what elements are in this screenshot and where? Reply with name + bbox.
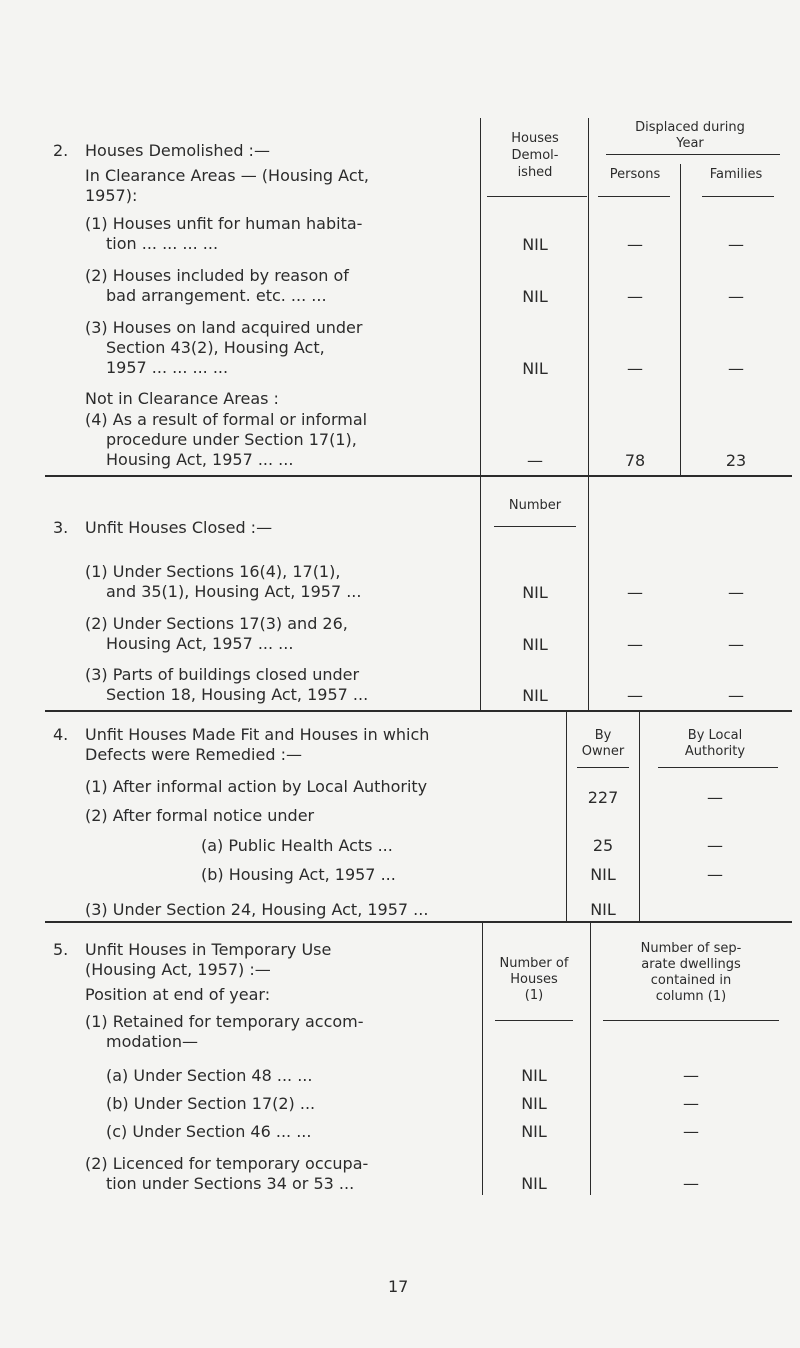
section-number: 2. — [53, 141, 69, 160]
header-rule — [702, 196, 774, 197]
cell-local-authority: — — [707, 865, 723, 884]
row-label: (b) Housing Act, 1957 ... — [201, 865, 396, 884]
row-label: (1) Retained for temporary accom- — [85, 1012, 364, 1031]
column-rule — [588, 477, 589, 710]
cell-separate-dwellings: — — [683, 1094, 699, 1113]
row-label: Section 43(2), Housing Act, — [106, 338, 325, 357]
row-label: (b) Under Section 17(2) ... — [106, 1094, 316, 1113]
cell-owner: NIL — [590, 865, 616, 884]
cell-value: — — [627, 686, 643, 705]
cell-houses: — — [527, 451, 543, 470]
col-header-displaced: Displaced during — [635, 120, 745, 135]
row-label: (2) Under Sections 17(3) and 26, — [85, 614, 348, 633]
row-label: Housing Act, 1957 ... ... — [106, 634, 294, 653]
cell-value: — — [627, 583, 643, 602]
column-rule — [566, 712, 567, 921]
section-title: Position at end of year: — [85, 985, 271, 1004]
col-header-separate-dwellings: column (1) — [655, 989, 727, 1004]
header-rule — [658, 767, 778, 768]
row-label: Not in Clearance Areas : — [85, 389, 279, 408]
cell-number-of-houses: NIL — [521, 1174, 547, 1193]
header-rule — [606, 154, 780, 155]
cell-persons: — — [627, 287, 643, 306]
row-label: tion under Sections 34 or 53 ... — [106, 1174, 355, 1193]
cell-number: NIL — [522, 583, 548, 602]
cell-number: NIL — [522, 635, 548, 654]
cell-houses: NIL — [522, 235, 548, 254]
section-subtitle: In Clearance Areas — (Housing Act, — [85, 166, 369, 185]
column-rule — [482, 923, 483, 1195]
row-label: (3) Parts of buildings closed under — [85, 665, 360, 684]
section-title: Unfit Houses in Temporary Use — [85, 940, 332, 959]
row-label: (1) Houses unfit for human habita- — [85, 214, 363, 233]
row-label: (3) Under Section 24, Housing Act, 1957 ... — [85, 900, 429, 919]
cell-separate-dwellings: — — [683, 1174, 699, 1193]
col-header-local-authority: By Local — [687, 728, 743, 743]
section-title: Unfit Houses Closed :— — [85, 518, 273, 537]
cell-value: — — [728, 583, 744, 602]
col-header-houses: Houses — [511, 131, 559, 146]
section-subtitle: 1957): — [85, 186, 138, 205]
col-header-local-authority: Authority — [684, 744, 746, 759]
section-title: Houses Demolished :— — [85, 141, 270, 160]
cell-families: — — [728, 235, 744, 254]
row-label: modation— — [106, 1032, 198, 1051]
col-header-owner: By — [594, 728, 612, 743]
section-title: Defects were Remedied :— — [85, 745, 302, 764]
row-label: (1) Under Sections 16(4), 17(1), — [85, 562, 341, 581]
cell-families: 23 — [725, 451, 747, 470]
cell-number-of-houses: NIL — [521, 1122, 547, 1141]
cell-owner: NIL — [590, 900, 616, 919]
row-label: (a) Under Section 48 ... ... — [106, 1066, 313, 1085]
row-label: (2) Licenced for temporary occupa- — [85, 1154, 369, 1173]
row-label: (4) As a result of formal or informal — [85, 410, 368, 429]
cell-value: — — [728, 686, 744, 705]
cell-families: — — [728, 359, 744, 378]
col-header-houses: Demol- — [511, 148, 559, 163]
section-divider — [45, 710, 792, 712]
page-number: 17 — [388, 1277, 409, 1296]
section-number: 4. — [53, 725, 69, 744]
col-header-number-of-houses: (1) — [524, 988, 544, 1003]
section-number: 3. — [53, 518, 69, 537]
row-label: (1) After informal action by Local Authority — [85, 777, 428, 796]
cell-separate-dwellings: — — [683, 1066, 699, 1085]
col-header-number: Number — [508, 498, 562, 513]
col-header-separate-dwellings: Number of sep- — [640, 941, 742, 956]
row-label: Housing Act, 1957 ... ... — [106, 450, 294, 469]
row-label: Section 18, Housing Act, 1957 ... — [106, 685, 369, 704]
header-rule — [598, 196, 670, 197]
section-title: Unfit Houses Made Fit and Houses in which — [85, 725, 430, 744]
row-label: (3) Houses on land acquired under — [85, 318, 363, 337]
header-rule — [494, 526, 576, 527]
section-number: 5. — [53, 940, 69, 959]
cell-houses: NIL — [522, 359, 548, 378]
cell-local-authority: — — [707, 836, 723, 855]
row-label: procedure under Section 17(1), — [106, 430, 357, 449]
row-label: tion ... ... ... ... — [106, 234, 219, 253]
header-rule — [577, 767, 629, 768]
row-label: (2) Houses included by reason of — [85, 266, 349, 285]
cell-number: NIL — [522, 686, 548, 705]
col-header-number-of-houses: Houses — [510, 972, 558, 987]
row-label: bad arrangement. etc. ... ... — [106, 286, 327, 305]
row-label: 1957 ... ... ... ... — [106, 358, 229, 377]
cell-separate-dwellings: — — [683, 1122, 699, 1141]
column-rule — [680, 164, 681, 475]
col-header-separate-dwellings: arate dwellings — [641, 957, 741, 972]
row-label: (c) Under Section 46 ... ... — [106, 1122, 312, 1141]
col-header-houses: ished — [517, 165, 553, 180]
cell-persons: 78 — [624, 451, 646, 470]
col-header-families: Families — [709, 167, 763, 182]
column-rule — [590, 923, 591, 1195]
section-divider — [45, 475, 792, 477]
cell-owner: 25 — [592, 836, 614, 855]
col-header-displaced: Year — [676, 136, 704, 151]
cell-persons: — — [627, 235, 643, 254]
column-rule — [480, 477, 481, 710]
row-label: and 35(1), Housing Act, 1957 ... — [106, 582, 362, 601]
section-title: (Housing Act, 1957) :— — [85, 960, 271, 979]
header-rule — [495, 1020, 573, 1021]
cell-number-of-houses: NIL — [521, 1066, 547, 1085]
cell-persons: — — [627, 359, 643, 378]
cell-families: — — [728, 287, 744, 306]
header-rule — [487, 196, 587, 197]
col-header-separate-dwellings: contained in — [650, 973, 732, 988]
col-header-persons: Persons — [609, 167, 661, 182]
column-rule — [588, 118, 589, 475]
cell-owner: 227 — [587, 788, 619, 807]
cell-local-authority: — — [707, 788, 723, 807]
cell-houses: NIL — [522, 287, 548, 306]
column-rule — [480, 118, 481, 475]
cell-number-of-houses: NIL — [521, 1094, 547, 1113]
cell-value: — — [728, 635, 744, 654]
col-header-owner: Owner — [581, 744, 625, 759]
section-divider — [45, 921, 792, 923]
row-label: (2) After formal notice under — [85, 806, 315, 825]
column-rule — [639, 712, 640, 921]
row-label: (a) Public Health Acts ... — [201, 836, 393, 855]
col-header-number-of-houses: Number of — [499, 956, 569, 971]
cell-value: — — [627, 635, 643, 654]
header-rule — [603, 1020, 779, 1021]
